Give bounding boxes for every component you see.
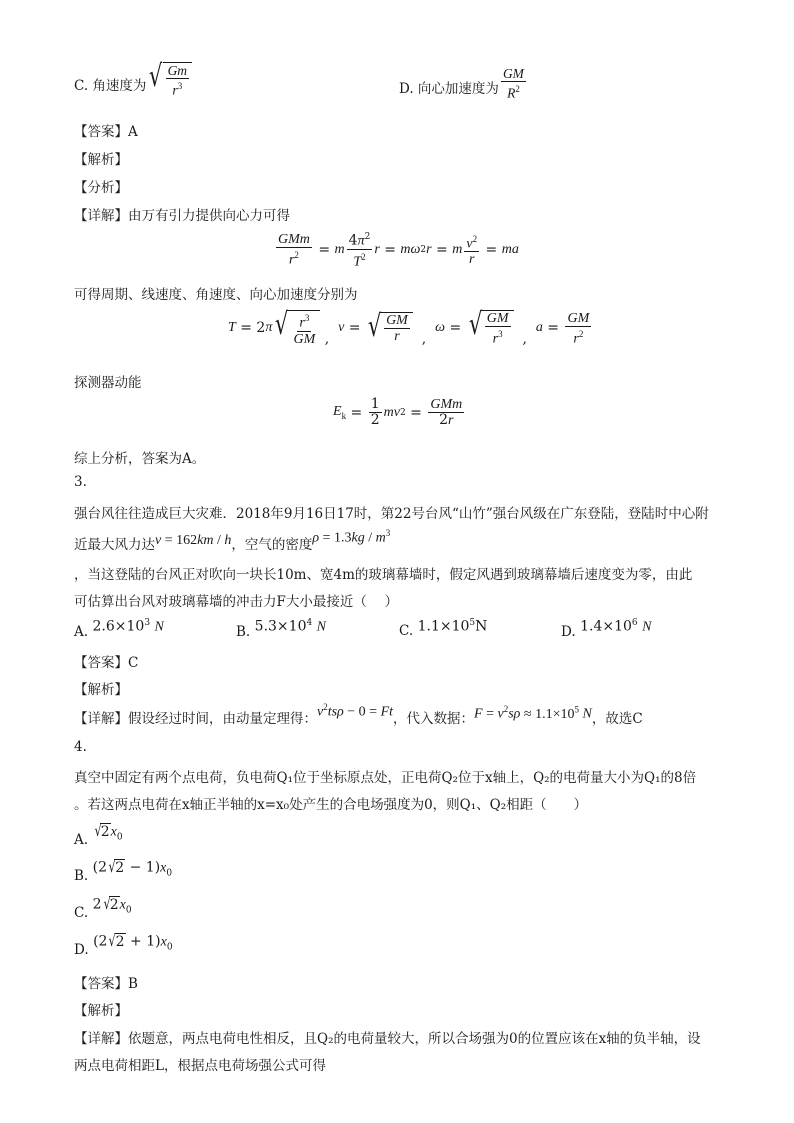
q2-option-c-label: C. 角速度为 bbox=[74, 77, 147, 94]
q2-detail-intro: 【详解】由万有引力提供向心力可得 bbox=[74, 208, 290, 224]
q3-wind-speed-formula: v = 162km / h bbox=[155, 532, 232, 548]
q4-option-b: B. (2 √ 2 − $1)x_0$ bbox=[74, 856, 173, 884]
q4-detail-line2: 两点电荷相距L，根据点电荷场强公式可得 bbox=[74, 1058, 326, 1074]
q3-option-a: A. $2.6\times 10^3$ N bbox=[74, 618, 164, 640]
q3-number: 3. bbox=[74, 474, 87, 490]
q4-number: 4. bbox=[74, 739, 87, 755]
q3-detail bbox=[74, 702, 643, 729]
q2-option-c bbox=[74, 59, 192, 98]
q3-detail-b: ，代入数据： bbox=[393, 710, 475, 727]
q3-momentum-formula: $v^2ts\rho - 0 = Ft$ bbox=[317, 702, 394, 720]
q3-analysis: 【解析】 bbox=[74, 682, 128, 698]
q4-answer: 【答案】B bbox=[74, 976, 138, 992]
q4-stem-line2: 。若这两点电荷在x轴正半轴的x=x₀处产生的合电场强度为0，则Q₁、Q₂相距（ ） bbox=[74, 797, 588, 813]
q4-detail-line1: 【详解】依题意，两点电荷电性相反，且Q₂的电荷量较大，所以合场强为0的位置应该在x轴的负半轴，设 bbox=[74, 1031, 701, 1047]
q4-option-c-label: C. bbox=[74, 905, 89, 921]
q2-answer: 【答案】A bbox=[74, 124, 138, 140]
q2-option-d bbox=[399, 66, 528, 101]
q3-density-formula: $\rho = 1.3kg / m^3$ bbox=[312, 528, 391, 546]
q2-option-d-formula: $\frac{GM}{R^2}$ bbox=[502, 66, 524, 101]
q2-option-c-formula: √ $\frac{Gm}{r^3}$ bbox=[146, 62, 192, 98]
q3-stem-line2a: 近最大风力达 bbox=[74, 536, 155, 553]
q3-detail-a: 【详解】假设经过时间，由动量定理得： bbox=[74, 710, 317, 727]
q3-option-c: C. $1.1\times 10^5N$ bbox=[399, 618, 488, 639]
q3-option-a-label: A. bbox=[74, 623, 89, 640]
q3-option-d-label: D. bbox=[561, 623, 576, 640]
q4-option-d: D. (2 √ 2 + $1)x_0$ bbox=[74, 930, 173, 958]
q2-analysis: 【解析】 bbox=[74, 152, 128, 168]
q3-stem-line3: ，当这登陆的台风正对吹向一块长10m、宽4m的玻璃幕墙时，假定风遇到玻璃幕墙后速度变为零，由此 bbox=[74, 567, 693, 583]
q3-detail-c: ，故选C bbox=[591, 710, 643, 727]
q2-option-d-label: D. 向心加速度为 bbox=[399, 80, 499, 97]
q3-option-d: D. $1.4\times 10^6$ N bbox=[561, 618, 652, 640]
q4-option-a: A. √ 2 $x_0$ bbox=[74, 820, 123, 848]
q3-option-c-label: C. bbox=[399, 622, 414, 639]
q3-answer: 【答案】C bbox=[74, 655, 139, 671]
q3-stem-line1: 强台风往往造成巨大灾难．2018年9月16日17时，第22号台风“山竹”强台风级在广东登陆，登陆时中心附 bbox=[74, 506, 709, 522]
q3-stem-line4: 可估算出台风对玻璃幕墙的冲击力F大小最接近（ ） bbox=[74, 594, 399, 610]
q2-equation-periods: T = 2 π √ $\frac{r^3}{GM}$ , v = √ $\frac{GM}{r}$ , ω = √ $\frac{GM}{r^3}$ , a = $\frac{GM}{r^2}$ bbox=[228, 307, 590, 347]
q3-force-formula: $F = v^2s\rho \approx 1.1\times 10^5$ N bbox=[474, 704, 592, 722]
q4-option-d-label: D. bbox=[74, 942, 89, 958]
q2-fenxi: 【分析】 bbox=[74, 180, 128, 196]
q4-option-c: C. 2 √ 2 $x_0$ bbox=[74, 893, 132, 921]
q3-stem-line2b: ，空气的密度 bbox=[231, 536, 313, 553]
q3-option-b-label: B. bbox=[236, 623, 251, 640]
q2-ek-text: 探测器动能 bbox=[74, 375, 142, 391]
q2-equation-gravity: $\frac{\text{GMm}}{r^2}$ = m $\frac{4\pi^2}{T^2}$ r = mω 2 r = m $\frac{v^2}{r}$ = ma bbox=[278, 231, 519, 270]
q2-summary: 综上分析，答案为A。 bbox=[74, 451, 206, 467]
q4-stem-line1: 真空中固定有两个点电荷，负电荷Q₁位于坐标原点处，正电荷Q₂位于x轴上，Q₂的电荷量大小为Q₁的8倍 bbox=[74, 770, 697, 786]
q3-stem-line2 bbox=[74, 528, 390, 555]
q4-analysis: 【解析】 bbox=[74, 1003, 128, 1019]
q2-periods-text: 可得周期、线速度、角速度、向心加速度分别为 bbox=[74, 287, 358, 303]
q4-option-a-label: A. bbox=[74, 832, 89, 848]
q4-option-b-label: B. bbox=[74, 868, 89, 884]
q3-option-b: B. $5.3\times 10^4$ N bbox=[236, 618, 327, 640]
q2-equation-ek: $E_k$ = $\frac{1}{2}$ mv 2 = $\frac{\text{GMm}}{2r}$ bbox=[333, 396, 463, 428]
